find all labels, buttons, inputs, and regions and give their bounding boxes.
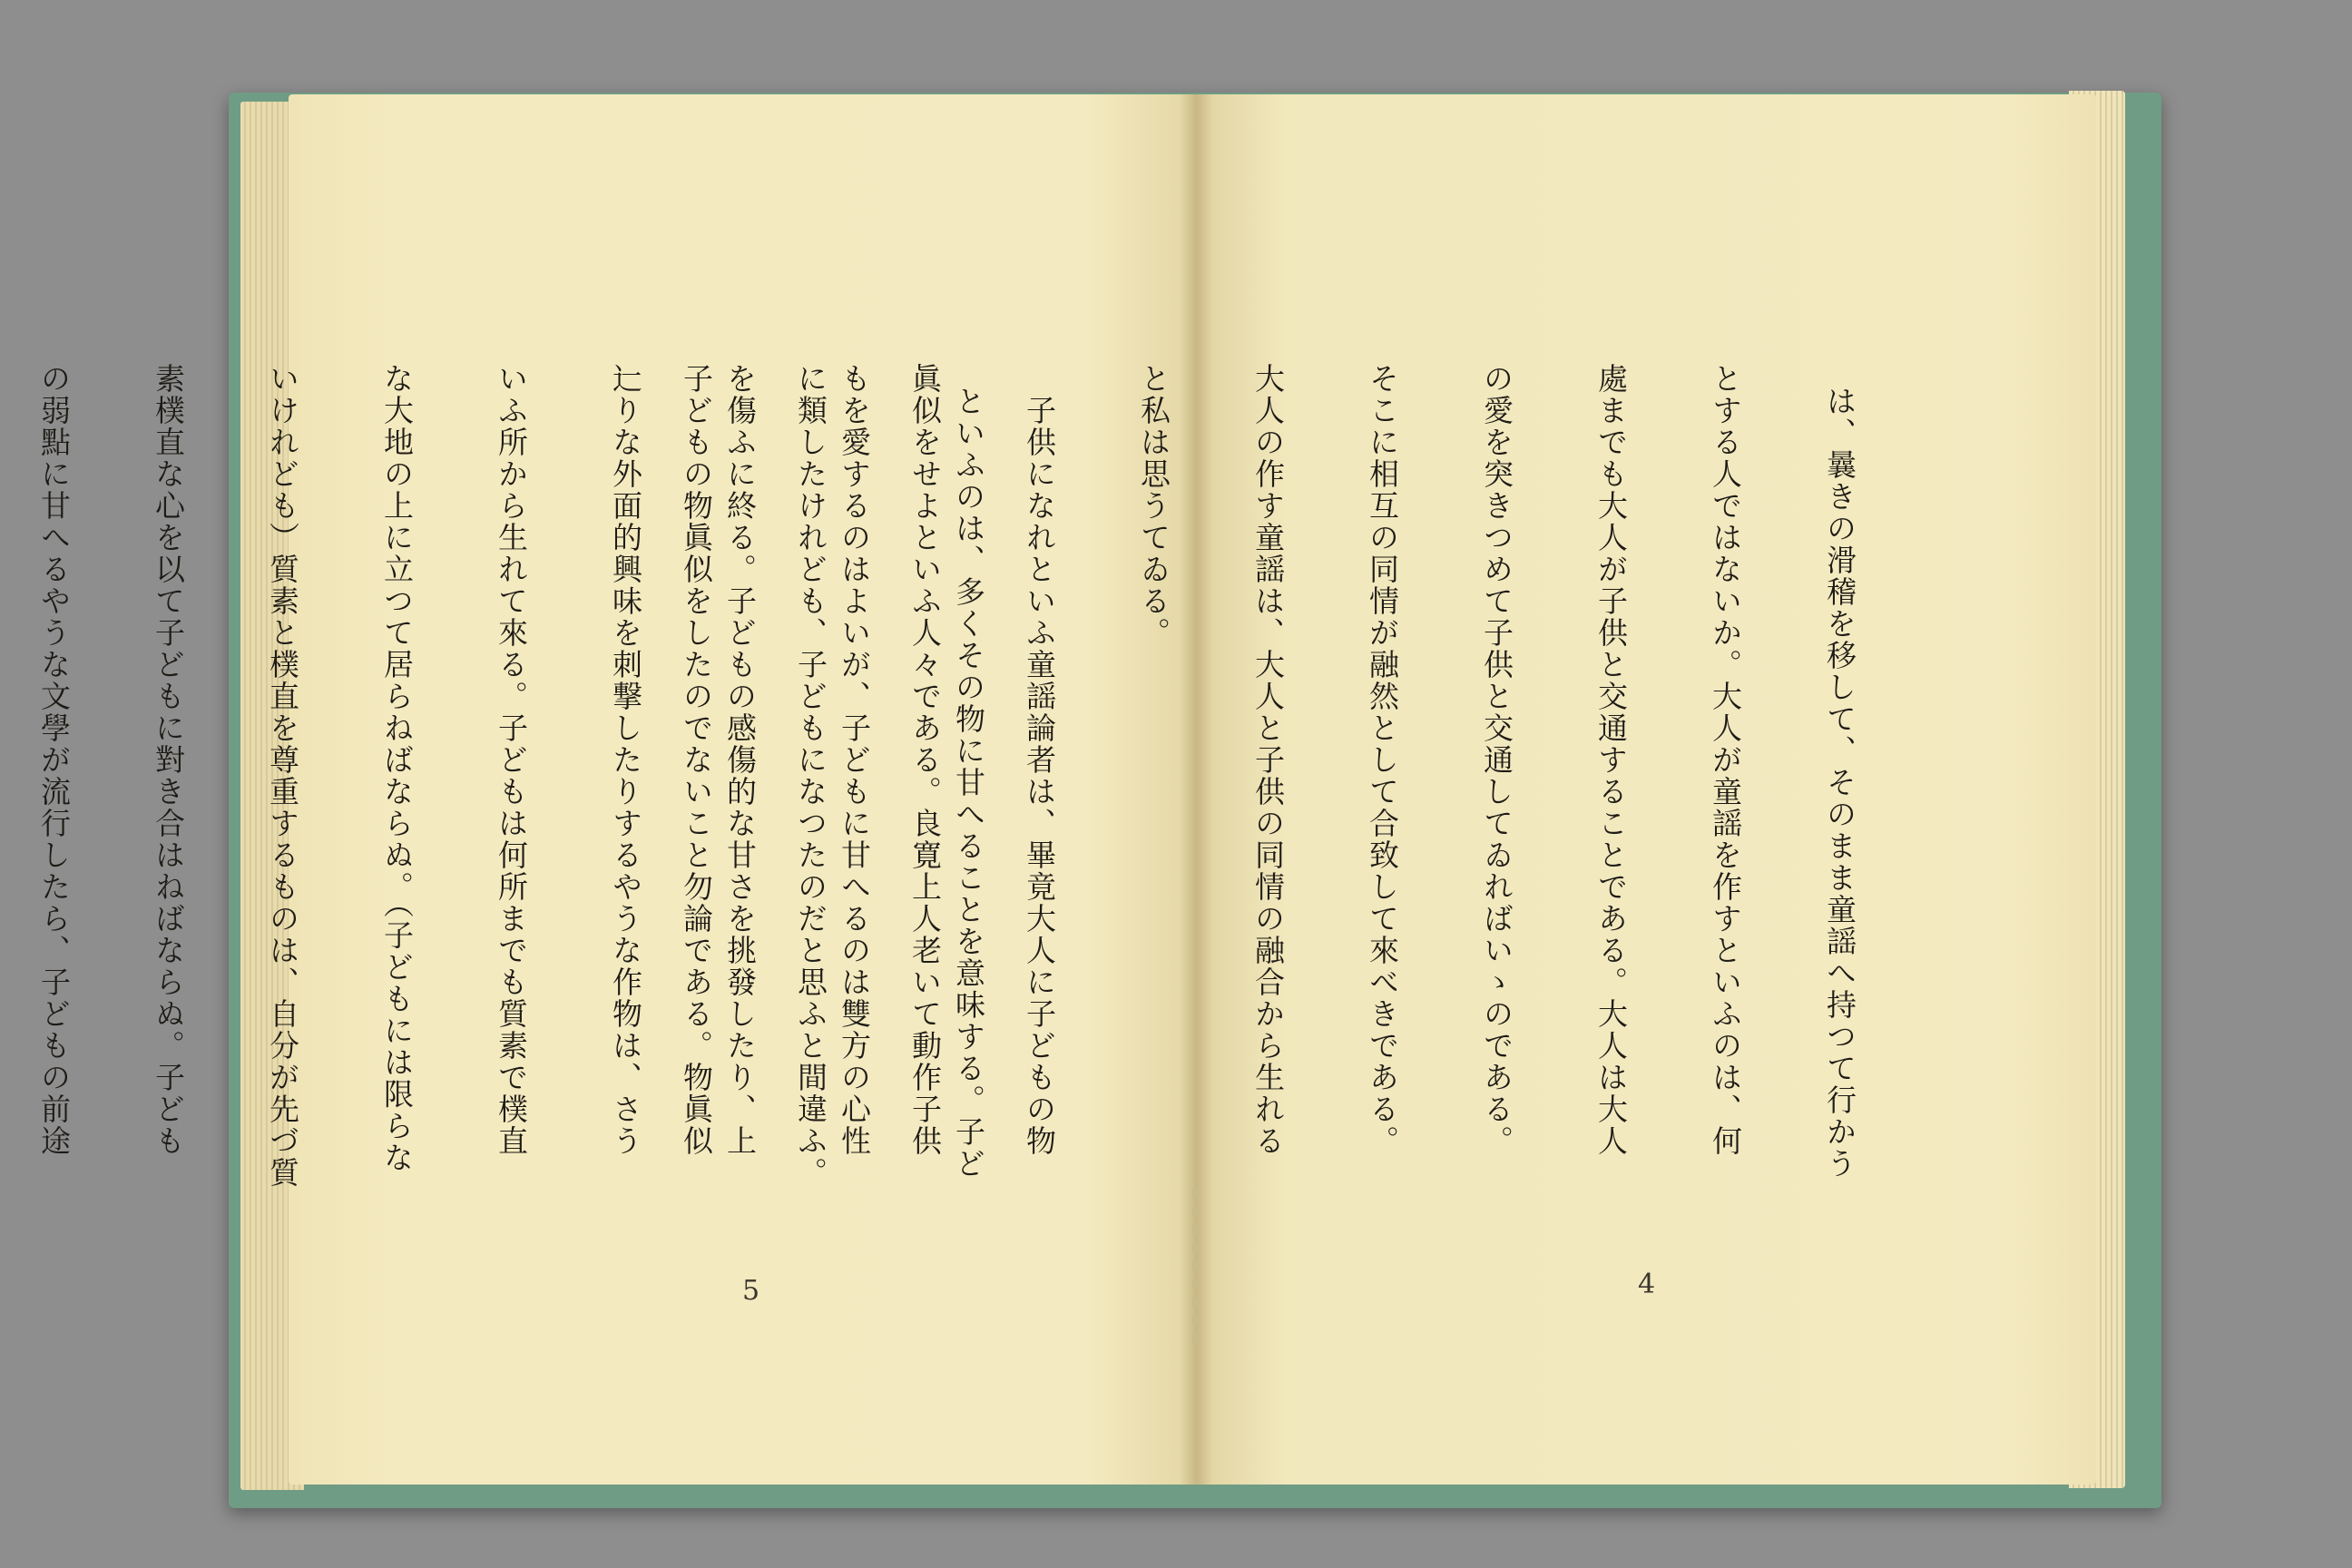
text-column: そこに相互の同情が融然として合致して來べきである。: [1365, 363, 1400, 1157]
text-column: いけれども）質素と樸直を尊重するものは、自分が先づ質: [265, 363, 300, 1189]
text-column: と私は思うてゐる。: [1136, 363, 1171, 649]
text-column: 處までも大人が子供と交通することである。大人は大人: [1593, 363, 1629, 1157]
left-page-number: 5: [742, 1275, 760, 1307]
text-column: は、曩きの滑稽を移して、そのまま童謡へ持つて行かう: [1822, 385, 1857, 1180]
text-column: もを愛するのはよいが、子どもに甘へるのは雙方の心性: [837, 363, 872, 1157]
text-column: な大地の上に立つて居らねばならぬ。（子どもには限らな: [379, 363, 415, 1174]
text-column: 辷りな外面的興味を刺撃したりするやうな作物は、さう: [608, 363, 643, 1157]
right-page-number: 4: [1638, 1269, 1656, 1300]
text-column: いふ所から生れて來る。子どもは何所までも質素で樸直: [494, 363, 529, 1157]
text-column: といふのは、多くその物に甘へることを意味する。子ど: [951, 385, 986, 1180]
text-column: 子供になれといふ童謡論者は、畢竟大人に子どもの物: [1022, 363, 1057, 1157]
text-column: 眞似をせよといふ人々である。良寛上人老いて動作子供: [907, 363, 943, 1157]
text-column: の愛を突きつめて子供と交通してゐればいゝのである。: [1479, 363, 1514, 1157]
text-column: 子どもの物眞似をしたのでないこと勿論である。物眞似: [679, 363, 714, 1157]
right-page-text: [668, 363, 1926, 1316]
text-column: 大人の作す童謡は、大人と子供の同情の融合から生れる: [1250, 363, 1286, 1157]
text-column: の弱點に甘へるやうな文學が流行したら、子どもの前途: [36, 363, 72, 1157]
text-column: を傷ふに終る。子どもの感傷的な甘さを挑發したり、上: [722, 363, 758, 1157]
text-column: に類したけれども、子どもになつたのだと思ふと間違ふ。: [793, 363, 828, 1189]
text-column: 素樸直な心を以て子どもに對き合はねばならぬ。子ども: [151, 363, 186, 1157]
text-column: とする人ではないか。大人が童謡を作すといふのは、何: [1708, 363, 1743, 1157]
